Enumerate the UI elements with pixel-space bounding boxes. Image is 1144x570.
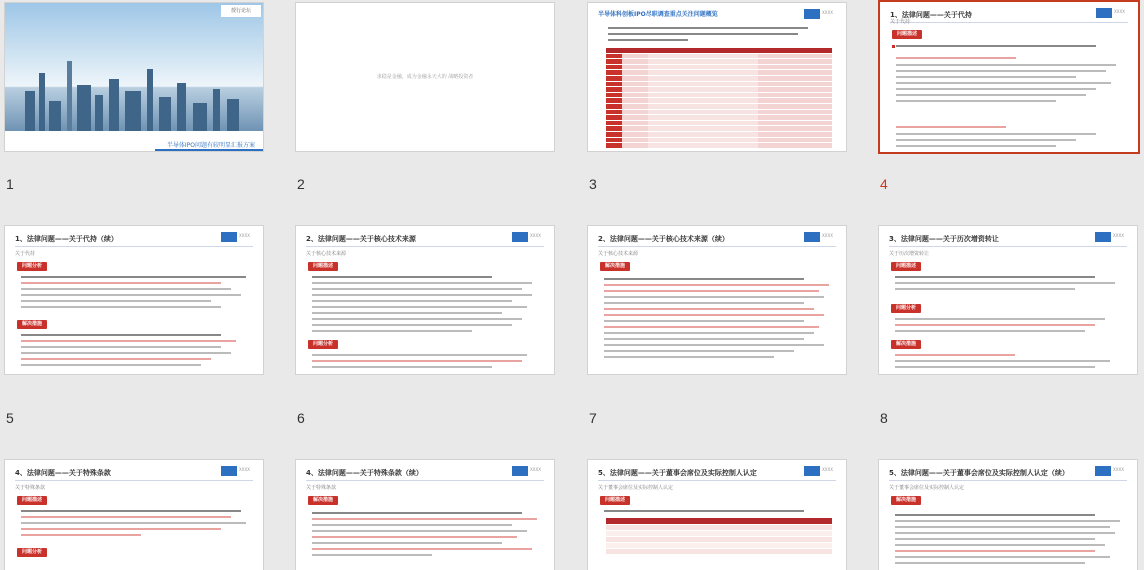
issue-table (606, 48, 832, 149)
slide-thumbnail-1[interactable] (4, 2, 264, 152)
slide-title: 2、法律问题——关于核心技术来源（续） (598, 235, 729, 243)
section-tag: 解决措施 (308, 496, 338, 505)
logo: XXXX (1095, 232, 1129, 242)
slide-title: 3、法律问题——关于历次增资转让 (889, 235, 999, 243)
slide-title: 5、法律问题——关于董事会席位及实际控制人认定（续） (889, 469, 1069, 477)
slide-number: 6 (297, 410, 305, 426)
section-tag: 问题分析 (891, 304, 921, 313)
slide-number: 1 (6, 176, 14, 192)
slide-subtitle: 关于董事会席位及实际控制人认定 (598, 485, 674, 491)
slide-number: 2 (297, 176, 305, 192)
slide-number: 4 (880, 176, 888, 192)
slide-thumbnail-9[interactable] (4, 459, 264, 570)
logo: XXXX (804, 232, 838, 242)
slide-title: 2、法律问题——关于核心技术来源 (306, 235, 416, 243)
section-tag: 解决措施 (17, 320, 47, 329)
slide-number: 3 (589, 176, 597, 192)
slide-subtitle: 关于核心技术来源 (598, 251, 639, 257)
section-tag: 问题分析 (308, 340, 338, 349)
section-tag: 问题描述 (892, 30, 922, 39)
slide-title: 半导体科创板IPO尽职调查重点关注问题概览 (598, 11, 718, 18)
logo: XXXX (512, 466, 546, 476)
caption-underline (155, 149, 263, 151)
city-skyline-image (5, 3, 264, 131)
section-tag: 问题分析 (17, 262, 47, 271)
slide-subtitle: 关于核心技术来源 (306, 251, 347, 257)
section-tag: 问题描述 (600, 496, 630, 505)
slide-number: 8 (880, 410, 888, 426)
forum-badge: 授行论坛 (221, 5, 261, 17)
section-tag: 问题分析 (17, 548, 47, 557)
slide-text: 求稳是金融，成为金融永天大的 战略投资者 (376, 74, 474, 80)
slide-number: 7 (589, 410, 597, 426)
logo: XXXX (804, 9, 838, 19)
slide-thumbnail-5[interactable] (4, 225, 264, 375)
slide-title: 4、法律问题——关于特殊条款 (15, 469, 111, 477)
slide-thumbnail-7[interactable] (587, 225, 847, 375)
slide-thumbnail-2[interactable] (295, 2, 555, 152)
section-tag: 解决措施 (891, 496, 921, 505)
slide-subtitle: 关于历次增资转让 (889, 251, 930, 257)
logo: XXXX (512, 232, 546, 242)
logo: XXXX (804, 466, 838, 476)
section-tag: 问题描述 (308, 262, 338, 271)
logo: XXXX (221, 232, 255, 242)
slide-thumbnail-6[interactable] (295, 225, 555, 375)
section-tag: 解决措施 (600, 262, 630, 271)
slide-thumbnail-10[interactable] (295, 459, 555, 570)
slide-thumbnail-8[interactable] (878, 225, 1138, 375)
logo: XXXX (221, 466, 255, 476)
slide-title: 5、法律问题——关于董事会席位及实际控制人认定 (598, 469, 757, 477)
slide-thumbnail-3[interactable] (587, 2, 847, 152)
slide-number: 5 (6, 410, 14, 426)
slide-title: 1、法律问题——关于代持（续） (15, 235, 118, 243)
slide-thumbnail-4[interactable] (878, 0, 1140, 154)
cover-caption: 半导体IPO问题有较明显汇报方案 (166, 142, 255, 149)
slide-subtitle: 关于董事会席位及实际控制人认定 (889, 485, 965, 491)
logo: XXXX (1095, 466, 1129, 476)
slide-subtitle: 关于代持 (890, 19, 911, 25)
slide-subtitle: 关于特殊条款 (15, 485, 46, 491)
slide-thumbnail-11[interactable] (587, 459, 847, 570)
slide-thumbnail-12[interactable] (878, 459, 1138, 570)
slide-title: 4、法律问题——关于特殊条款（续） (306, 469, 423, 477)
section-tag: 解决措施 (891, 340, 921, 349)
slide-title: 1、法律问题——关于代持 (890, 11, 972, 19)
slide-subtitle: 关于代持 (15, 251, 36, 257)
logo: XXXX (1096, 8, 1130, 18)
section-tag: 问题描述 (17, 496, 47, 505)
section-tag: 问题描述 (891, 262, 921, 271)
slide-subtitle: 关于特殊条款 (306, 485, 337, 491)
